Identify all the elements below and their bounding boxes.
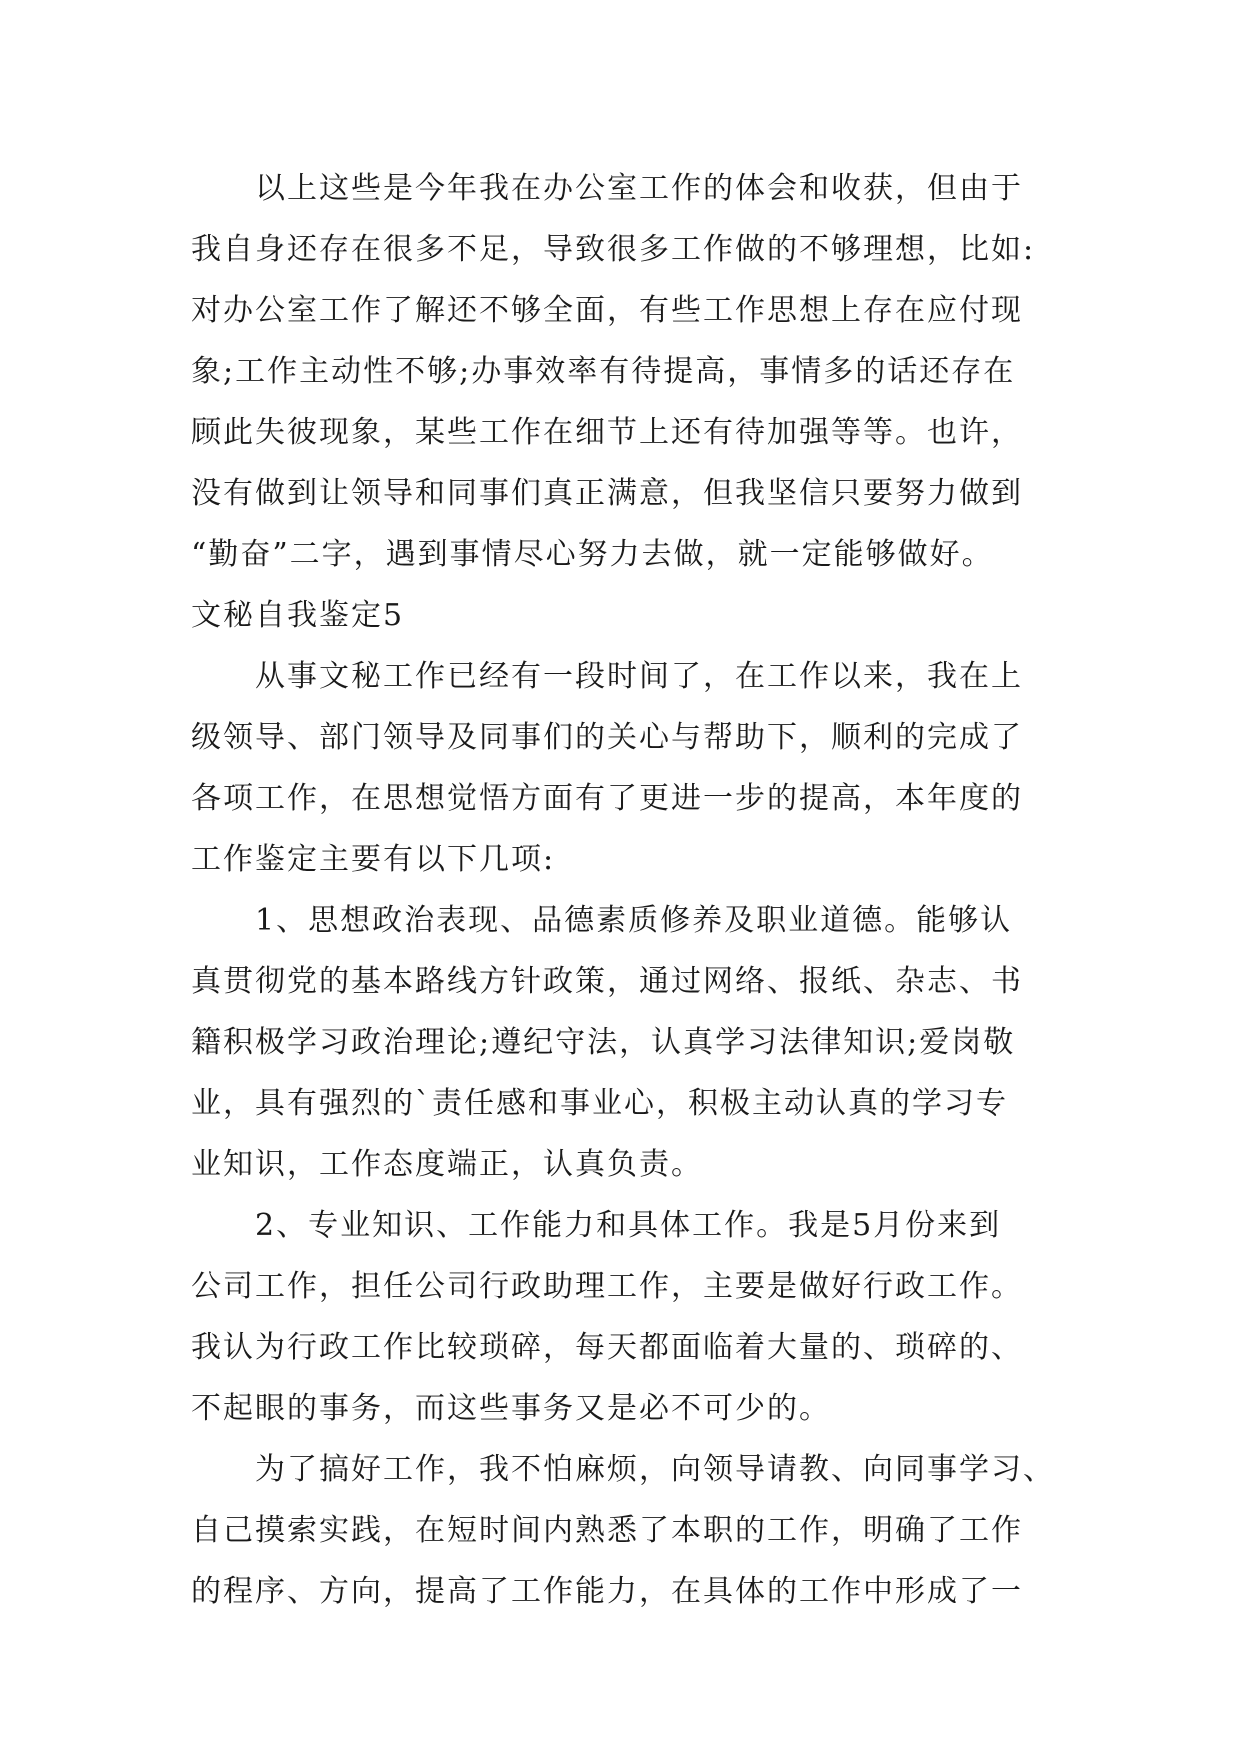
text-line: 象;工作主动性不够;办事效率有待提高，事情多的话还存在 <box>191 354 1016 389</box>
text-line: 对办公室工作了解还不够全面，有些工作思想上存在应付现 <box>191 293 1023 328</box>
text-line: 1、思想政治表现、品德素质修养及职业道德。能够认 <box>255 903 1013 938</box>
text-line: 各项工作，在思想觉悟方面有了更进一步的提高，本年度的 <box>191 781 1023 816</box>
text-line: 没有做到让领导和同事们真正满意，但我坚信只要努力做到 <box>191 476 1023 511</box>
text-line: 我自身还存在很多不足，导致很多工作做的不够理想，比如: <box>191 232 1036 267</box>
text-line: 级领导、部门领导及同事们的关心与帮助下，顺利的完成了 <box>191 720 1023 755</box>
text-line: 籍积极学习政治理论;遵纪守法，认真学习法律知识;爱岗敬 <box>191 1025 1016 1060</box>
document-body <box>191 158 1055 1622</box>
text-line: 从事文秘工作已经有一段时间了，在工作以来，我在上 <box>255 659 1023 694</box>
text-line: 工作鉴定主要有以下几项: <box>191 842 556 877</box>
paragraph-office-reflection <box>191 158 1051 585</box>
text-line: 以上这些是今年我在办公室工作的体会和收获，但由于 <box>255 171 1023 206</box>
text-line: 顾此失彼现象，某些工作在细节上还有待加强等等。也许， <box>191 415 1023 450</box>
paragraph-item-2 <box>191 1195 1051 1439</box>
text-line: 我认为行政工作比较琐碎，每天都面临着大量的、琐碎的、 <box>191 1330 1023 1365</box>
text-line: 公司工作，担任公司行政助理工作，主要是做好行政工作。 <box>191 1269 1023 1304</box>
text-line: 2、专业知识、工作能力和具体工作。我是5月份来到 <box>255 1208 1002 1243</box>
heading-text: 文秘自我鉴定5 <box>191 598 405 633</box>
text-line: 不起眼的事务，而这些事务又是必不可少的。 <box>191 1391 831 1426</box>
text-line: 真贯彻党的基本路线方针政策，通过网络、报纸、杂志、书 <box>191 964 1023 999</box>
text-line: 自己摸索实践，在短时间内熟悉了本职的工作，明确了工作 <box>191 1513 1023 1548</box>
text-line: 的程序、方向，提高了工作能力，在具体的工作中形成了一 <box>191 1574 1023 1609</box>
text-line: 业知识，工作态度端正，认真负责。 <box>191 1147 703 1182</box>
paragraph-work-approach <box>191 1439 1055 1622</box>
text-line: “勤奋”二字，遇到事情尽心努力去做，就一定能够做好。 <box>191 537 994 572</box>
text-line: 业，具有强烈的`责任感和事业心，积极主动认真的学习专 <box>191 1086 1008 1121</box>
text-line: 为了搞好工作，我不怕麻烦，向领导请教、向同事学习、 <box>255 1452 1055 1487</box>
section-heading <box>191 585 1051 646</box>
paragraph-intro <box>191 646 1051 890</box>
paragraph-item-1 <box>191 890 1051 1195</box>
